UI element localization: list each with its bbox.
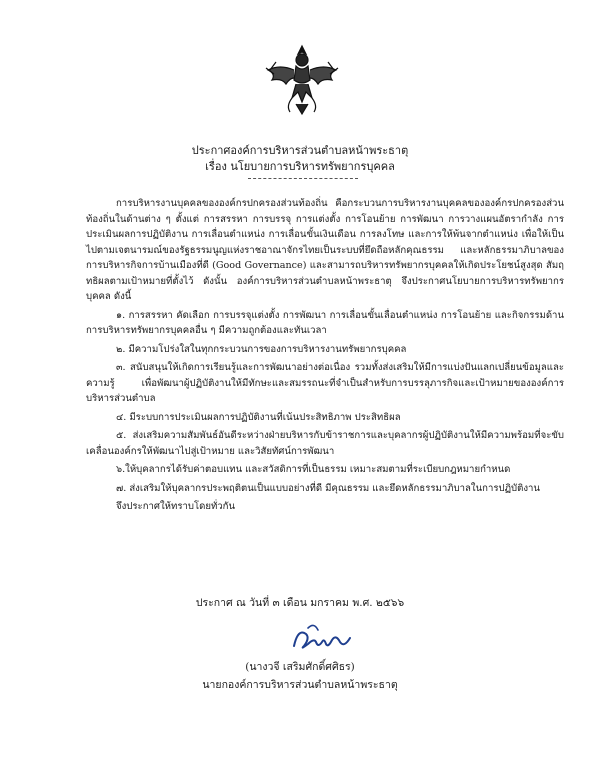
- garuda-emblem-icon: [262, 40, 342, 120]
- policy-item-3: ๓. สนับสนุนให้เกิดการเรียนรู้และการพัฒนาอย่างต่อเนื่อง รวมทั้งส่งเสริมให้มีการแบ่งปันแลกเปลี่ยนข้อมูลและความรู้ เพื่อพัฒนาผู้ปฏิบัติงานให้มีทักษะและสมรรถนะที่จำเป็นสำหรับการบรรลุภารกิจและเป้าหมายขององค์การบริหารส่วนตำบล: [86, 362, 564, 404]
- policy-item-4: ๔. มีระบบการประเมินผลการปฏิบัติงานที่เน้นประสิทธิภาพ ประสิทธิผล: [116, 411, 401, 423]
- closing-line: จึงประกาศให้ทราบโดยทั่วกัน: [116, 501, 236, 512]
- header-divider: [248, 178, 358, 179]
- signer-position: นายกองค์การบริหารส่วนตำบลหน้าพระธาตุ: [202, 679, 398, 691]
- announcement-subject-line: เรื่อง นโยบายการบริหารทรัพยากรบุคคล: [205, 160, 395, 173]
- signer-name: (นางวจี เสริมศักดิ์ศศิธร): [245, 661, 355, 673]
- announcement-date: ประกาศ ณ วันที่ ๓ เดือน มกราคม พ.ศ. ๒๕๖๖: [195, 597, 405, 609]
- policy-item-7: ๗. ส่งเสริมให้บุคลากรประพฤติตนเป็นแบบอย่างที่ดี มีคุณธรรม และยึดหลักธรรมาภิบาลในการปฏิบัติงาน: [116, 482, 540, 494]
- policy-item-1: ๑. การสรรหา คัดเลือก การบรรจุแต่งตั้ง การพัฒนา การเลื่อนขั้นเลื่อนตำแหน่ง การโอนย้าย และกิจกรรมด้านการบริหารทรัพยากรบุคคลอื่น ๆ มีความถูกต้องและทันเวลา: [86, 309, 564, 336]
- handwritten-signature: [288, 620, 358, 656]
- policy-item-2: ๒. มีความโปร่งใสในทุกกระบวนการของการบริหารงานทรัพยากรบุคคล: [116, 343, 407, 355]
- announcement-org-line: ประกาศองค์การบริหารส่วนตำบลหน้าพระธาตุ: [191, 144, 409, 157]
- policy-item-5: ๕. ส่งเสริมความสัมพันธ์อันดีระหว่างฝ่ายบริหารกับข้าราชการและบุคลากรผู้ปฏิบัติงานให้มีความพร้อมที่จะขับเคลื่อนองค์กรให้พัฒนาไปสู่เป้าหมาย และวิสัยทัศน์การพัฒนา: [86, 430, 564, 457]
- policy-item-6: ๖.ให้บุคลากรได้รับค่าตอบแทน และสวัสดิการที่เป็นธรรม เหมาะสมตามที่ระเบียบกฎหมายกำหนด: [116, 464, 511, 475]
- intro-paragraph: การบริหารงานบุคคลขององค์กรปกครองส่วนท้องถิ่น คือกระบวนการบริหารงานบุคคลขององค์กรปกครองส่วนท้องถิ่นในด้านต่าง ๆ ตั้งแต่ การสรรหา การบรรจุ การแต่งตั้ง การโอนย้าย การพัฒนา การวางแผนอัตรากำลัง การประเมินผลการปฏิบัติงาน การเลื่อนตำแหน่ง การเลื่อนขั้นเงินเดือน การลงโทษ และการให้พ้นจากตำแหน่ง เพื่อให้เป็นไปตามเจตนารมณ์ของรัฐธรรมนูญแห่งราชอาณาจักรไทยเป็นระบบที่ยึดถือหลักคุณธรรม และหลักธรรมาภิบาลของการบริหารกิจการบ้านเมืองที่ดี (Good Governance) และสามารถบริหารทรัพยากรบุคคลให้เกิดประโยชน์สูงสุด สัมฤทธิผลตามเป้าหมายที่ตั้งไว้ ดังนั้น องค์การบริหารส่วนตำบลหน้าพระธาตุ จึงประกาศนโยบายการบริหารทรัพยากรบุคคล ดังนี้: [86, 198, 564, 302]
- announcement-body: [86, 196, 564, 518]
